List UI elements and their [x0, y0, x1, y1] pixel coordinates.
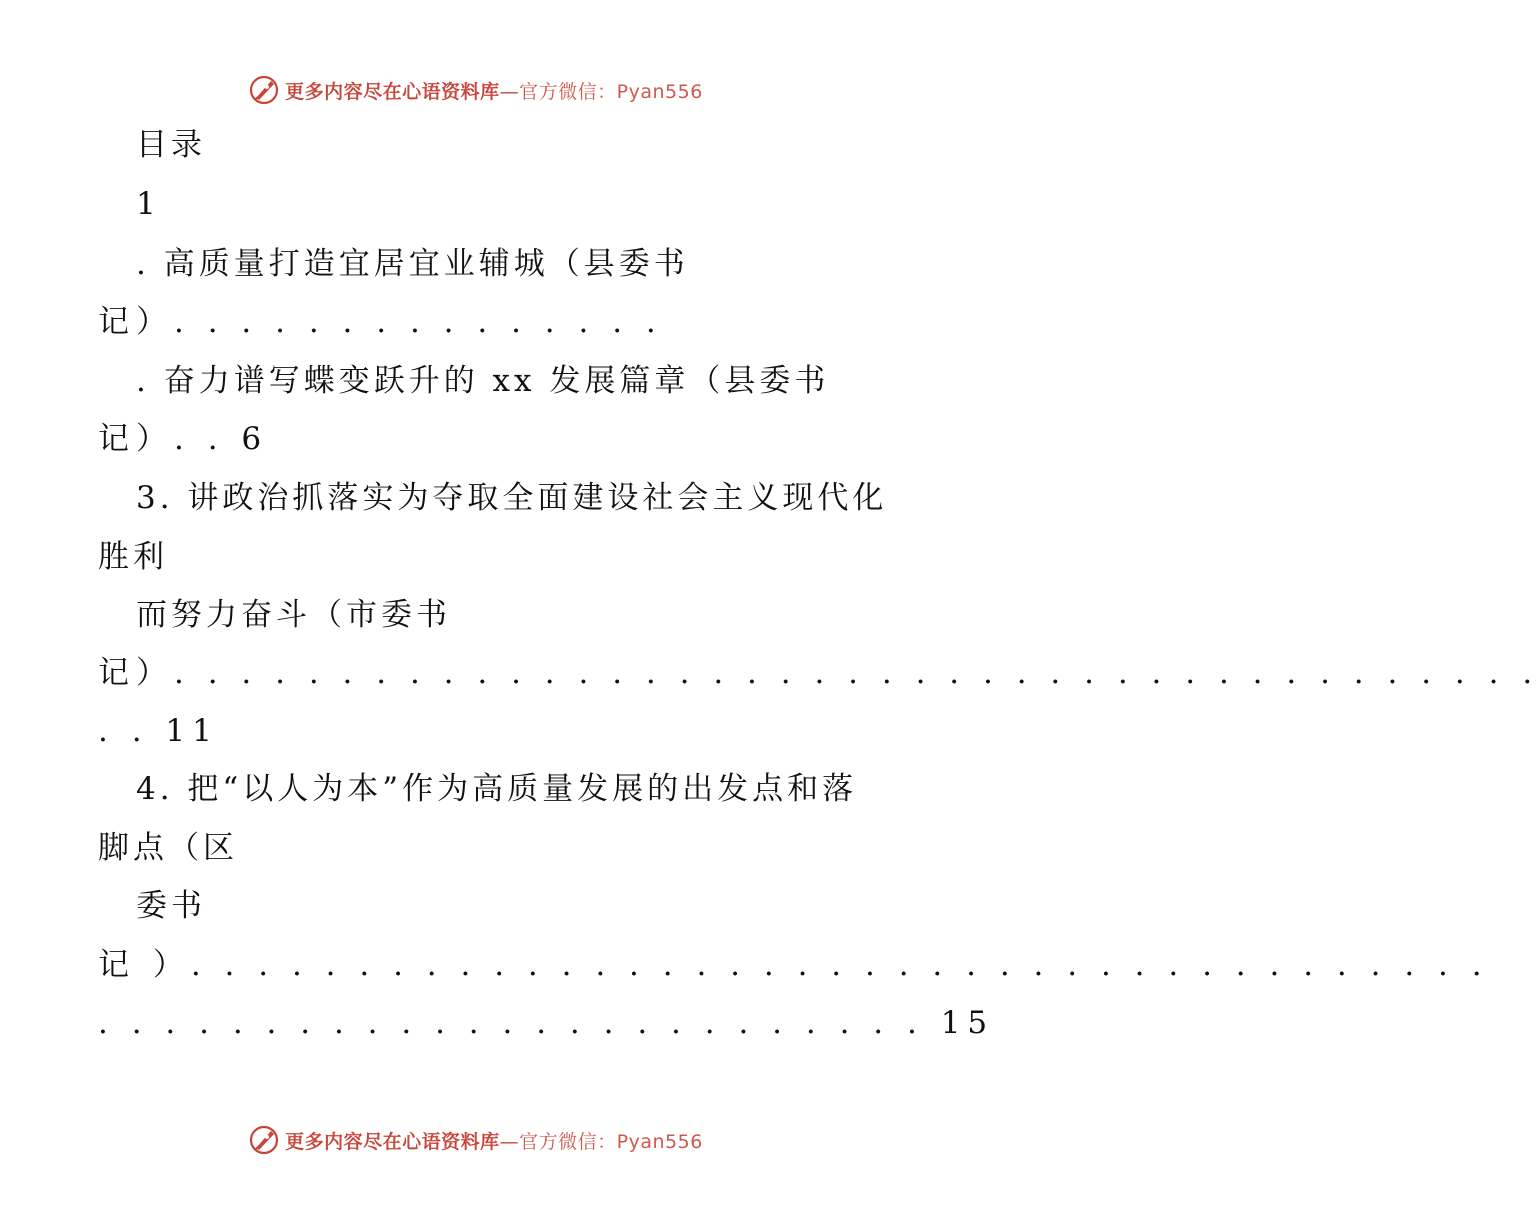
toc-line: 记）. . . . . . . . . . . . . . . — [98, 304, 663, 340]
toc-title: 目录 — [136, 127, 206, 163]
toc-line: 记）. . . . . . . . . . . . . . . . . . . . . . . . . . . . . . . . . . . . . . . . . — [98, 655, 1539, 691]
toc-line: 而努力奋斗（市委书 — [136, 597, 451, 633]
toc-line: 1 — [136, 186, 160, 222]
watermark-separator: — — [499, 80, 520, 103]
toc-line: 委书 — [136, 888, 206, 924]
watermark-group — [247, 73, 703, 107]
footer-watermark — [0, 1120, 950, 1160]
header-watermark — [0, 70, 950, 110]
toc-line: 4. 把“以人为本”作为高质量发展的出发点和落 — [136, 771, 858, 807]
toc-line: 胜利 — [98, 539, 168, 575]
toc-line: 脚点（区 — [98, 830, 238, 866]
watermark-main-text: 更多内容尽在心语资料库 — [285, 80, 500, 103]
toc-line: . . . . . . . . . . . . . . . . . . . . . . . . . 15 — [98, 1005, 995, 1041]
toc-line: 记）. . 6 — [98, 421, 269, 457]
toc-line: 3. 讲政治抓落实为夺取全面建设社会主义现代化 — [136, 480, 888, 516]
watermark-separator: — — [499, 1130, 520, 1153]
toc-line: . . 11 — [98, 713, 219, 749]
feather-pen-logo-icon — [247, 1123, 281, 1157]
watermark-wechat-text: 官方微信：Pyan556 — [519, 80, 703, 103]
watermark-wechat-text: 官方微信：Pyan556 — [519, 1130, 703, 1153]
watermark-text — [285, 1127, 703, 1154]
watermark-text — [285, 77, 703, 104]
watermark-main-text: 更多内容尽在心语资料库 — [285, 1130, 500, 1153]
watermark-group — [247, 1123, 703, 1157]
toc-line: . 高质量打造宜居宜业辅城（县委书 — [136, 246, 689, 282]
feather-pen-logo-icon — [247, 73, 281, 107]
toc-line: . 奋力谱写蝶变跃升的 xx 发展篇章（县委书 — [136, 363, 830, 399]
toc-line: 记 ）. . . . . . . . . . . . . . . . . . . . . . . . . . . . . . . . . . . . . . . — [98, 947, 1489, 983]
